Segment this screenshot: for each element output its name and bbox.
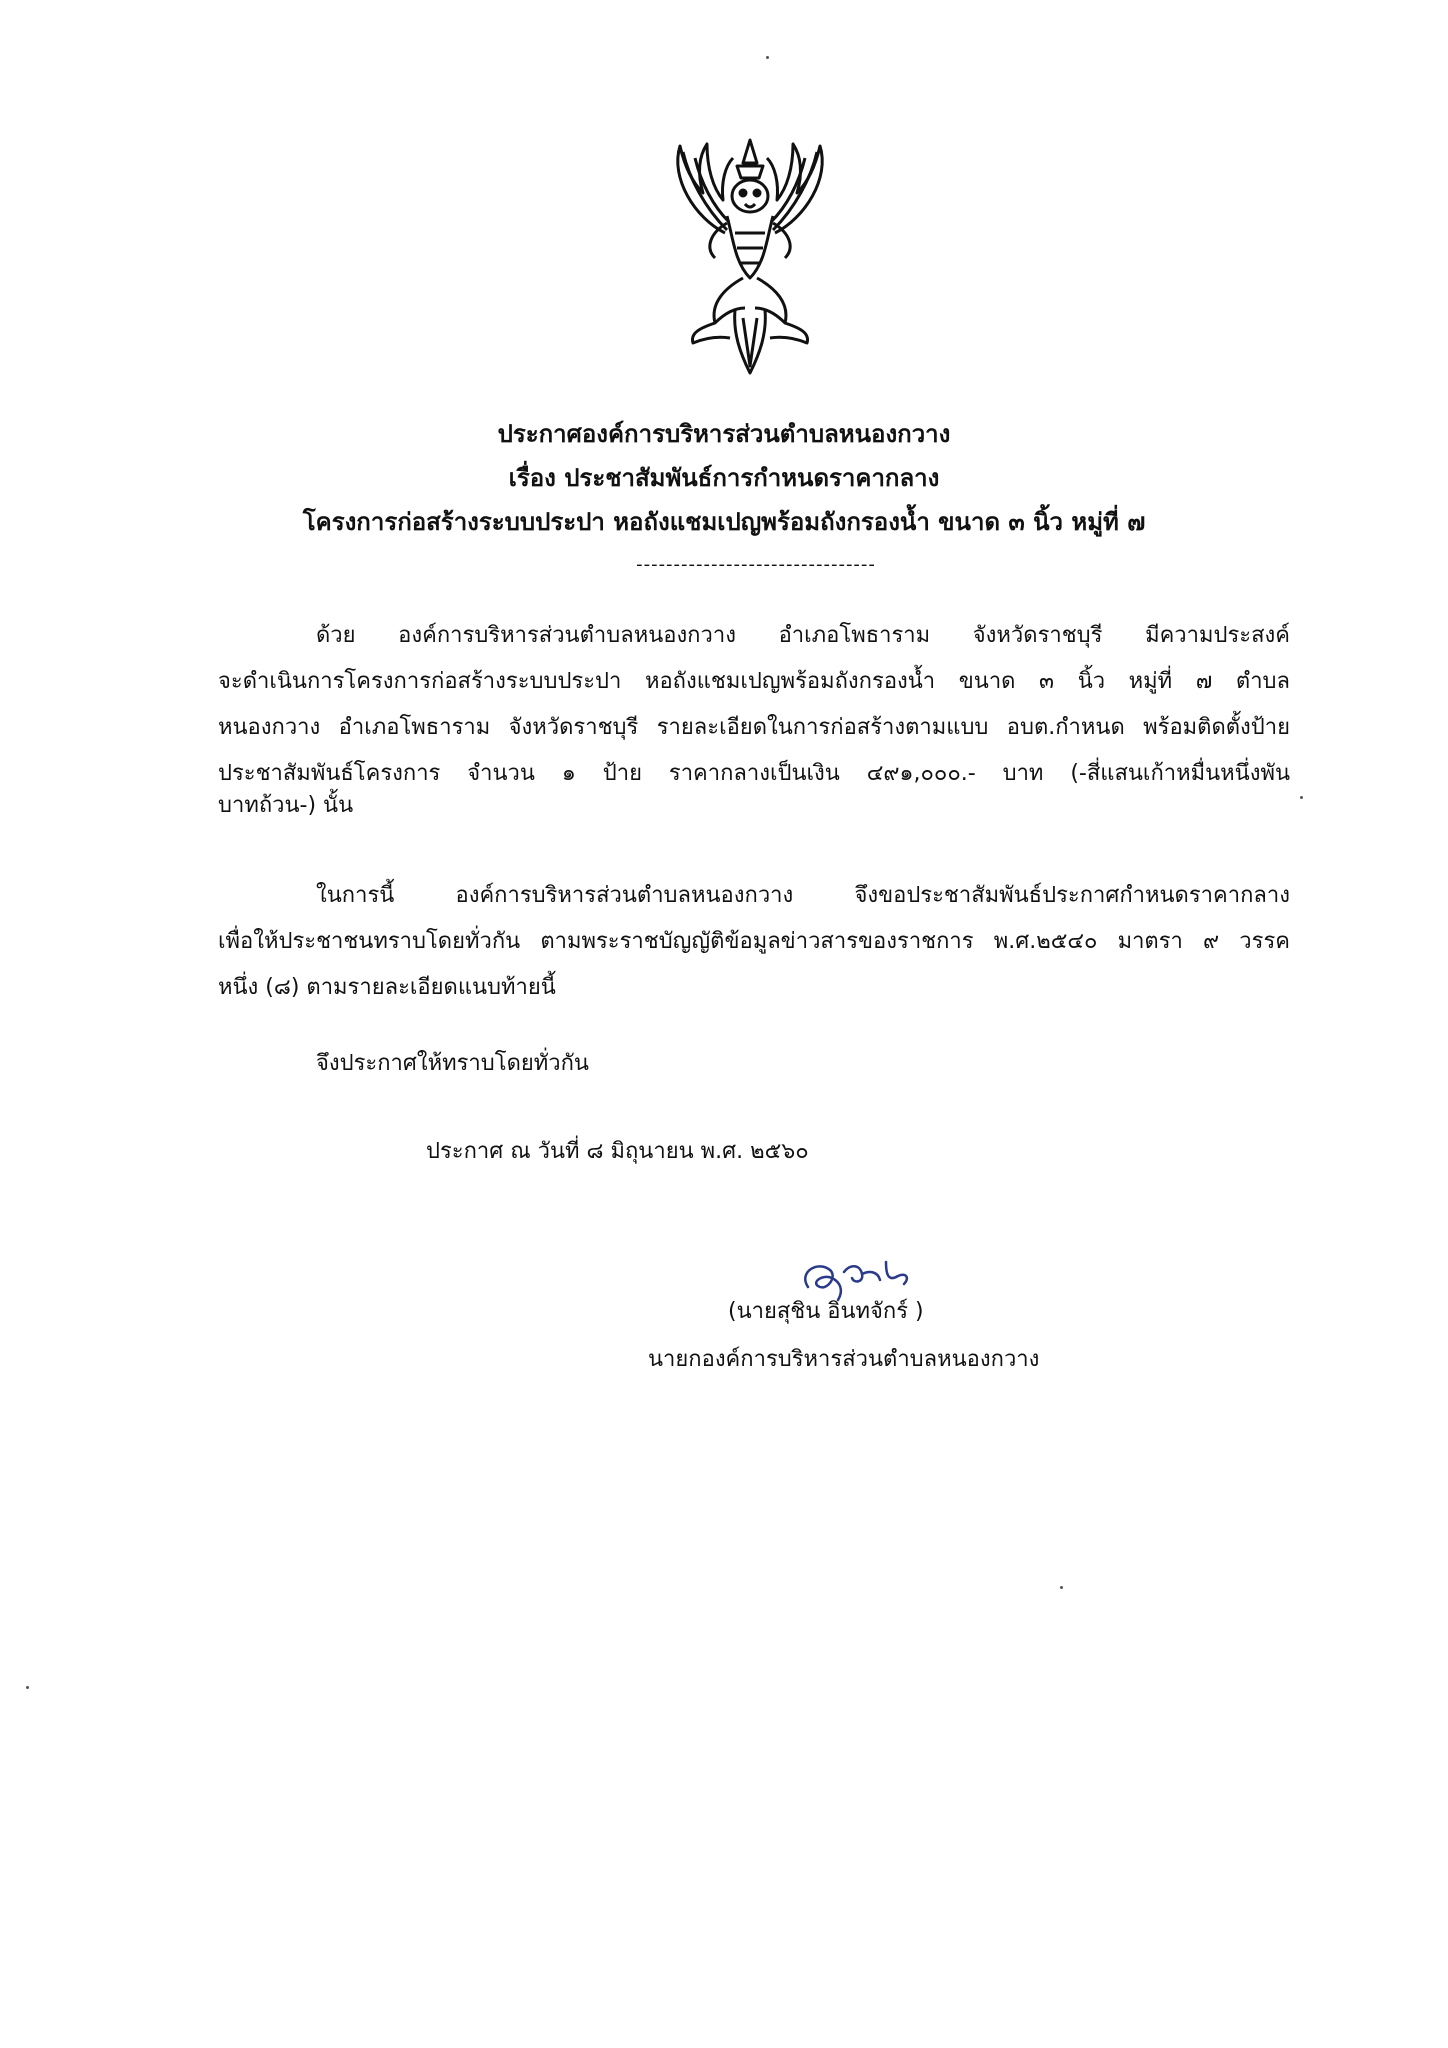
project-title: โครงการก่อสร้างระบบประปา หอถังแชมเปญพร้อมถังกรองน้ำ ขนาด ๓ นิ้ว หมู่ที่ ๗	[302, 508, 1146, 536]
signatory-name: (นายสุชิน อินทจักร์ )	[728, 1299, 924, 1324]
announcement-date: ประกาศ ณ วันที่ ๘ มิถุนายน พ.ศ. ๒๕๖๐	[426, 1139, 809, 1164]
announcement-title: ประกาศองค์การบริหารส่วนตำบลหนองกวาง	[497, 420, 951, 448]
closing-line: จึงประกาศให้ทราบโดยทั่วกัน	[316, 1051, 589, 1076]
scan-speck	[1060, 1586, 1063, 1589]
scan-speck	[26, 1686, 29, 1689]
paragraph2-line3: หนึ่ง (๘) ตามรายละเอียดแนบท้ายนี้	[218, 975, 556, 1000]
signatory-title: นายกองค์การบริหารส่วนตำบลหนองกวาง	[648, 1347, 1040, 1372]
paragraph2-line2: เพื่อให้ประชาชนทราบโดยทั่วกัน ตามพระราชบัญญัติข้อมูลข่าวสารของราชการ พ.ศ.๒๕๔๐ มาตรา ๙ วรรค	[218, 929, 1290, 954]
paragraph1-line1: ด้วย องค์การบริหารส่วนตำบลหนองกวาง อำเภอโพธาราม จังหวัดราชบุรี มีความประสงค์	[316, 623, 1290, 648]
paragraph1-line4: ประชาสัมพันธ์โครงการ จำนวน ๑ ป้าย ราคากลางเป็นเงิน ๔๙๑,๐๐๐.- บาท (-สี่แสนเก้าหมื่นหนึ่งพัน	[218, 761, 1290, 786]
paragraph1-line2: จะดำเนินการโครงการก่อสร้างระบบประปา หอถังแชมเปญพร้อมถังกรองน้ำ ขนาด ๓ นิ้ว หมู่ที่ ๗ ตำบล	[218, 669, 1290, 694]
scan-speck	[766, 56, 769, 59]
garuda-emblem-icon	[655, 138, 845, 378]
announcement-subject: เรื่อง ประชาสัมพันธ์การกำหนดราคากลาง	[508, 464, 940, 492]
header-divider: --------------------------------	[636, 554, 876, 575]
paragraph1-line3: หนองกวาง อำเภอโพธาราม จังหวัดราชบุรี รายละเอียดในการก่อสร้างตามแบบ อบต.กำหนด พร้อมติดตั้งป้าย	[218, 715, 1290, 740]
scan-speck	[1300, 796, 1303, 799]
paragraph1-line5: บาทถ้วน-) นั้น	[218, 793, 354, 818]
paragraph2-line1: ในการนี้ องค์การบริหารส่วนตำบลหนองกวาง จึงขอประชาสัมพันธ์ประกาศกำหนดราคากลาง	[316, 883, 1290, 908]
